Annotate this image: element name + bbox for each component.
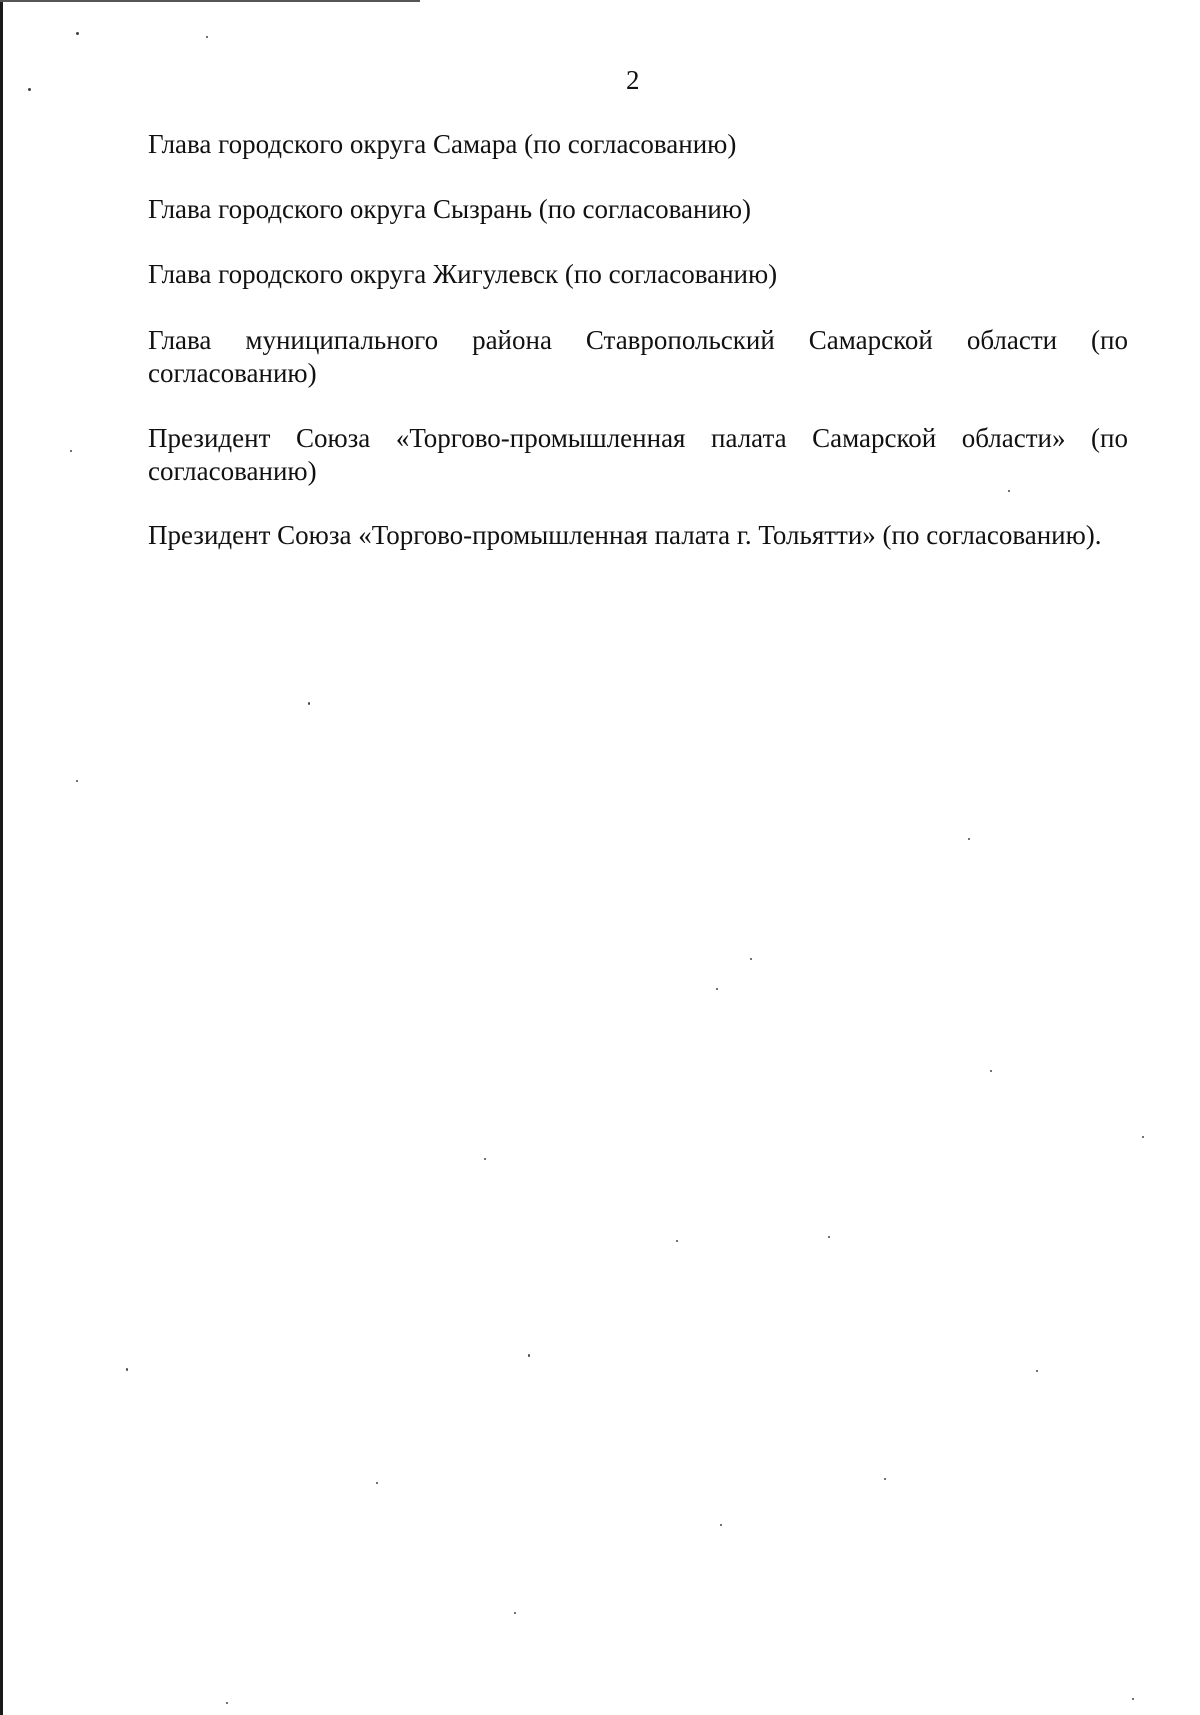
scan-speck — [126, 1368, 128, 1371]
scan-speck — [990, 1070, 992, 1072]
scan-speck — [884, 1478, 886, 1480]
page-number: 2 — [626, 65, 640, 95]
scan-speck — [716, 988, 718, 990]
entry-tpp-tolyatti: Президент Союза «Торгово-промышленная палата г. Тольятти» (по согласованию). — [148, 520, 1102, 550]
scan-speck — [76, 32, 79, 35]
scan-edge-top — [0, 0, 420, 2]
scan-speck — [484, 1158, 486, 1160]
scan-speck — [28, 88, 31, 91]
scan-speck — [750, 958, 752, 960]
scan-speck — [514, 1612, 516, 1614]
scan-speck — [968, 838, 970, 840]
scan-speck — [528, 1354, 530, 1357]
scan-speck — [1132, 1698, 1134, 1700]
entry-zhigulevsk: Глава городского округа Жигулевск (по согласованию) — [148, 259, 778, 289]
scan-speck — [76, 780, 78, 782]
scan-speck — [308, 702, 310, 705]
scan-edge-left — [0, 0, 3, 1715]
entry-tpp-samara: Президент Союза «Торгово-промышленная палата Самарской области» (по согласованию) — [148, 423, 1128, 486]
entry-samara: Глава городского округа Самара (по согласованию) — [148, 129, 737, 159]
scan-speck — [720, 1524, 722, 1526]
scan-speck — [226, 1702, 228, 1704]
scan-speck — [70, 450, 72, 452]
scan-speck — [376, 1482, 378, 1484]
scan-speck — [1142, 1136, 1144, 1138]
scan-speck — [676, 1240, 678, 1242]
scan-speck — [206, 36, 208, 38]
entry-stavropolsky: Глава муниципального района Ставропольский Самарской области (по согласованию) — [148, 325, 1128, 388]
entries-list — [148, 128, 1128, 552]
scan-speck — [1008, 490, 1010, 492]
entry-syzran: Глава городского округа Сызрань (по согласованию) — [148, 194, 752, 224]
scan-speck — [828, 1236, 830, 1238]
scan-speck — [1036, 1370, 1038, 1372]
